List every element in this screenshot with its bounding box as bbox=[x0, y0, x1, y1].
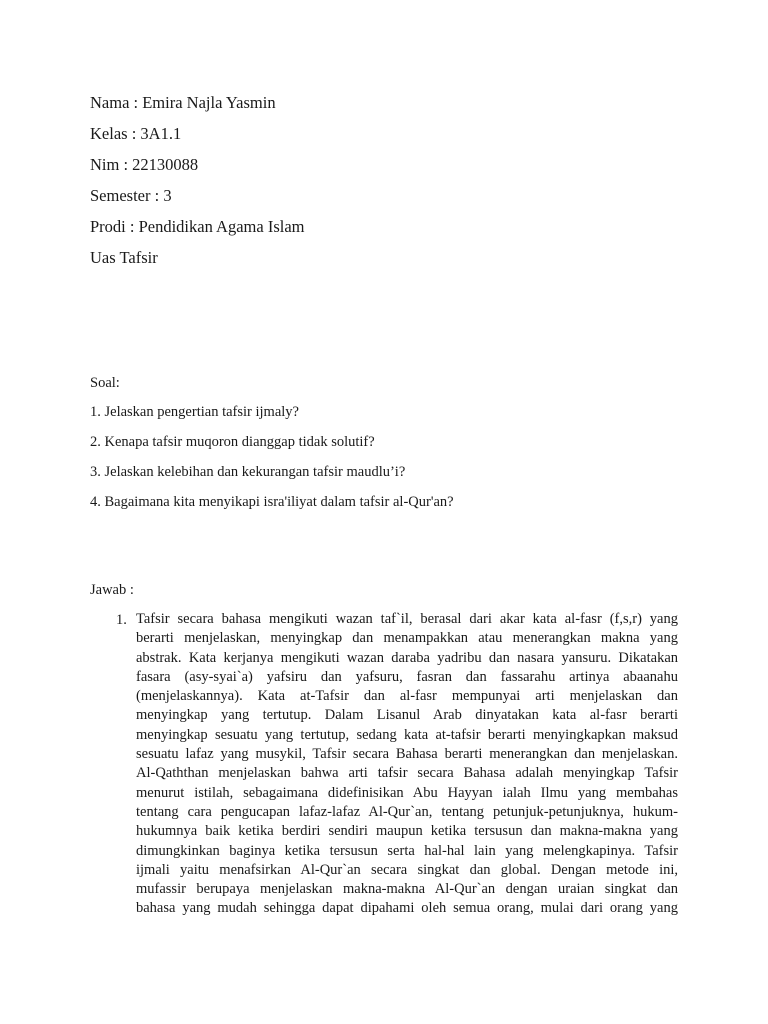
answer-line: ijmali yaitu menafsirkan Al-Qur`an secara singkat dan global. Dengan metode ini, bbox=[136, 861, 678, 878]
answer-line: berarti menjelaskan, menyingkap dan menampakkan atau menerangkan makna yang bbox=[136, 630, 678, 647]
student-name: Nama : Emira Najla Yasmin bbox=[90, 93, 276, 112]
question-item: 1. Jelaskan pengertian tafsir ijmaly? bbox=[90, 404, 299, 420]
questions-label: Soal: bbox=[90, 375, 120, 391]
answer-line: menurut istilah, sebagaimana didefinisikan Abu Hayyan ialah Ilmu yang membahas bbox=[136, 784, 678, 801]
answer-line: menyingkap sesuatu yang tertutup, sedang kata at-tafsir berarti menyingkapkan maksud bbox=[136, 726, 678, 743]
question-item: 2. Kenapa tafsir muqoron dianggap tidak solutif? bbox=[90, 434, 375, 450]
answer-number: 1. bbox=[116, 612, 127, 628]
answer-line: abstrak. Kata kerjanya mengikuti wazan daraba yadribu dan nasara yansuru. Dikatakan bbox=[136, 649, 678, 666]
answer-line: (menjelaskannya). Kata at-Tafsir dan al-fasr mempunyai arti menjelaskan dan bbox=[136, 688, 678, 705]
study-program: Prodi : Pendidikan Agama Islam bbox=[90, 217, 305, 236]
answer-line: sesuatu lafaz yang musykil, Tafsir secara Bahasa berarti menerangkan dan menjelaskan. bbox=[136, 746, 678, 763]
answers-label: Jawab : bbox=[90, 582, 134, 598]
student-semester: Semester : 3 bbox=[90, 186, 172, 205]
answer-paragraph bbox=[136, 610, 678, 919]
answer-line: fasara (asy-syai`a) yafsiru dan yafsuru, fasran dan fassarahu artinya abaanahu bbox=[136, 668, 678, 685]
answer-line: Al-Qaththan menjelaskan bahwa arti tafsir secara Bahasa adalah menyingkap Tafsir bbox=[136, 765, 678, 782]
answer-line: bahasa yang mudah sehingga dapat dipahami oleh semua orang, mulai dari orang yang bbox=[136, 900, 678, 917]
answer-line: dimungkinkan baginya ketika tersusun serta hal-hal lain yang melengkapinya. Tafsir bbox=[136, 842, 678, 859]
student-nim: Nim : 22130088 bbox=[90, 155, 199, 174]
answer-line: tentang cara pengucapan lafaz-lafaz Al-Qur`an, tentang petunjuk-petunjuknya, hukum- bbox=[136, 803, 678, 820]
question-item: 4. Bagaimana kita menyikapi isra'iliyat dalam tafsir al-Qur'an? bbox=[90, 494, 454, 510]
question-item: 3. Jelaskan kelebihan dan kekurangan tafsir maudlu’i? bbox=[90, 464, 406, 480]
answer-line: hukumnya baik ketika berdiri sendiri maupun ketika tersusun dan makna-makna yang bbox=[136, 823, 678, 840]
document-subject: Uas Tafsir bbox=[90, 248, 158, 267]
answer-line: Tafsir secara bahasa mengikuti wazan taf`il, berasal dari akar kata al-fasr (f,s,r) yang bbox=[136, 611, 678, 627]
answer-line: mufassir berupaya menjelaskan makna-makna Al-Qur`an dengan uraian singkat dan bbox=[136, 881, 678, 898]
student-class: Kelas : 3A1.1 bbox=[90, 124, 182, 143]
answer-line: menyingkap yang tertutup. Dalam Lisanul Arab dinyatakan kata al-fasr berarti bbox=[136, 707, 678, 724]
